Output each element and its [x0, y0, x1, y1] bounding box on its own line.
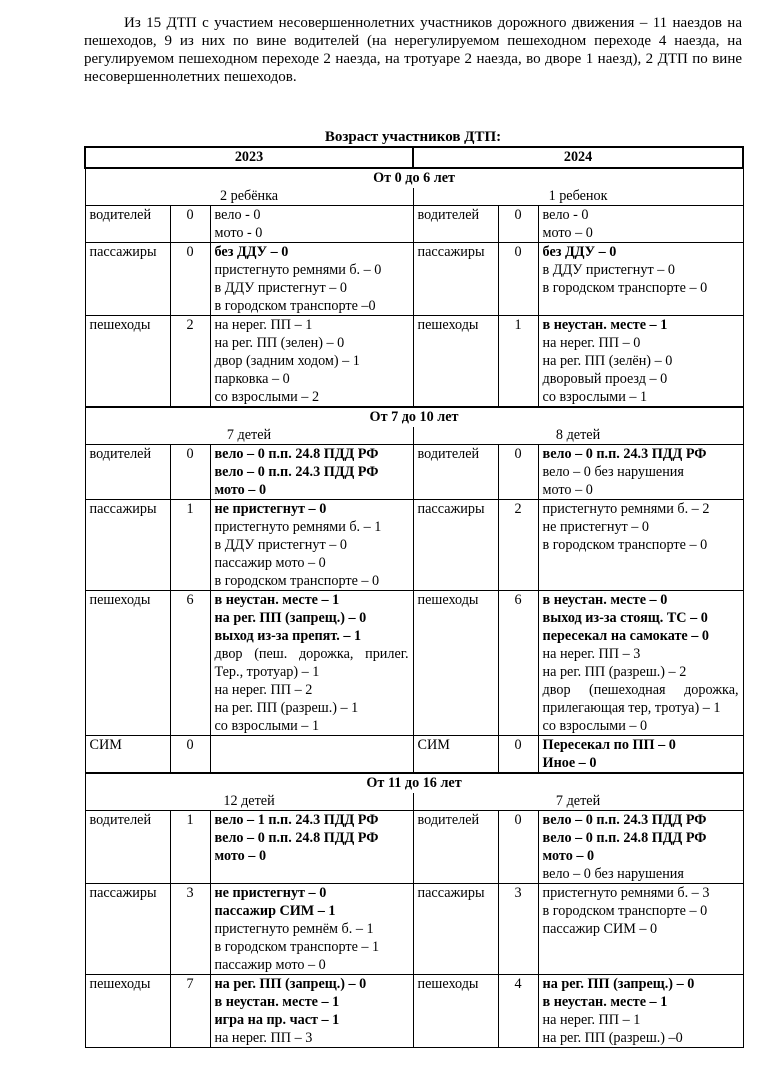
detail-line: со взрослыми – 1	[214, 718, 320, 734]
detail-line: со взрослыми – 2	[214, 389, 320, 405]
detail-line: прилегающая тер, тротуа) – 1	[542, 700, 721, 716]
detail-line: вело – 0 п.п. 24.8 ПДД РФ	[214, 830, 379, 846]
category-details	[210, 736, 413, 774]
year-header-row	[85, 147, 743, 168]
category-row	[85, 884, 743, 975]
category-role: пешеходы	[413, 591, 498, 736]
category-role: водителей	[85, 811, 170, 884]
detail-line: мото – 0	[214, 482, 267, 498]
detail-line: вело - 0	[542, 207, 589, 223]
detail-line: двор (задним ходом) – 1	[214, 353, 360, 369]
children-count-2023: 12 детей	[85, 793, 413, 811]
category-row	[85, 736, 743, 774]
detail-line: в неустан. месте – 1	[214, 994, 340, 1010]
category-count: 0	[170, 243, 210, 316]
age-group-row	[85, 407, 743, 427]
category-row	[85, 316, 743, 408]
category-role: пассажиры	[413, 243, 498, 316]
category-role: пешеходы	[413, 316, 498, 408]
children-count-2023: 7 детей	[85, 427, 413, 445]
age-group-title: От 11 до 16 лет	[85, 773, 743, 793]
detail-line: не пристегнут – 0	[542, 519, 650, 535]
detail-line: в неустан. месте – 1	[542, 994, 668, 1010]
category-role: водителей	[413, 445, 498, 500]
detail-line: в ДДУ пристегнут – 0	[214, 537, 347, 553]
detail-line: двор (пешеходная дорожка,	[542, 682, 739, 698]
category-details	[210, 316, 413, 408]
category-role: пешеходы	[85, 975, 170, 1048]
detail-line: пристегнуто ремнём б. – 1	[214, 921, 374, 937]
detail-line: вело – 1 п.п. 24.3 ПДД РФ	[214, 812, 379, 828]
detail-line: пассажир СИМ – 0	[542, 921, 658, 937]
detail-line: мото – 0	[542, 225, 593, 241]
detail-line: мото – 0	[542, 482, 593, 498]
category-details	[538, 243, 743, 316]
detail-line: на нерег. ПП – 1	[542, 1012, 641, 1028]
detail-line: в ДДУ пристегнут – 0	[542, 262, 675, 278]
category-count: 0	[170, 736, 210, 774]
category-count: 3	[170, 884, 210, 975]
category-details	[210, 591, 413, 736]
category-role: СИМ	[413, 736, 498, 774]
category-count: 0	[170, 445, 210, 500]
age-group-title: От 7 до 10 лет	[85, 407, 743, 427]
detail-line: в неустан. месте – 1	[214, 592, 340, 608]
detail-line: в неустан. месте – 0	[542, 592, 668, 608]
category-count: 2	[498, 500, 538, 591]
detail-line: со взрослыми – 1	[542, 389, 648, 405]
detail-line: пристегнуто ремнями б. – 2	[542, 501, 710, 517]
detail-line: в неустан. месте – 1	[542, 317, 668, 333]
detail-line: в городском транспорте – 0	[542, 537, 708, 553]
category-role: пешеходы	[85, 591, 170, 736]
detail-line: вело – 0 п.п. 24.8 ПДД РФ	[214, 446, 379, 462]
detail-line: в городском транспорте – 0	[542, 903, 708, 919]
age-group-row	[85, 168, 743, 188]
age-group-title: От 0 до 6 лет	[85, 168, 743, 188]
detail-line: пассажир мото – 0	[214, 957, 326, 973]
category-row	[85, 206, 743, 243]
detail-line: вело – 0 п.п. 24.3 ПДД РФ	[542, 812, 707, 828]
detail-line: на рег. ПП (разреш.) –0	[542, 1030, 683, 1046]
category-details	[538, 975, 743, 1048]
detail-line: без ДДУ – 0	[214, 244, 289, 260]
children-count-2024: 1 ребенок	[413, 188, 743, 206]
children-count-row	[85, 188, 743, 206]
detail-line: на нерег. ПП – 3	[542, 646, 641, 662]
category-details	[538, 884, 743, 975]
year-2024-header: 2024	[413, 147, 743, 168]
detail-line: Пересекал по ПП – 0	[542, 737, 676, 753]
detail-line: пассажир СИМ – 1	[214, 903, 336, 919]
detail-line: вело – 0 без нарушения	[542, 866, 684, 882]
category-details	[210, 884, 413, 975]
detail-line: на нерег. ПП – 1	[214, 317, 313, 333]
detail-line: в городском транспорте –0	[214, 298, 376, 314]
category-count: 1	[170, 500, 210, 591]
category-details	[538, 206, 743, 243]
category-count: 1	[498, 316, 538, 408]
category-row	[85, 975, 743, 1048]
category-count: 0	[498, 811, 538, 884]
children-count-2023: 2 ребёнка	[85, 188, 413, 206]
detail-line: в городском транспорте – 0	[542, 280, 708, 296]
category-row	[85, 243, 743, 316]
category-count: 0	[498, 243, 538, 316]
category-count: 0	[498, 206, 538, 243]
category-role: СИМ	[85, 736, 170, 774]
detail-line: пристегнуто ремнями б. – 0	[214, 262, 382, 278]
detail-line: парковка – 0	[214, 371, 290, 387]
detail-line: пристегнуто ремнями б. – 1	[214, 519, 382, 535]
detail-line: выход из-за стоящ. ТС – 0	[542, 610, 708, 626]
detail-line: не пристегнут – 0	[214, 885, 327, 901]
category-role: пассажиры	[85, 884, 170, 975]
category-count: 3	[498, 884, 538, 975]
detail-line: вело – 0 п.п. 24.8 ПДД РФ	[542, 830, 707, 846]
category-details	[538, 500, 743, 591]
detail-line: двор (пеш. дорожка, прилег.	[214, 646, 409, 662]
detail-line: пересекал на самокате – 0	[542, 628, 709, 644]
age-table	[84, 146, 744, 1048]
category-role: пассажиры	[85, 500, 170, 591]
children-count-row	[85, 793, 743, 811]
category-role: водителей	[413, 206, 498, 243]
detail-line: вело – 0 без нарушения	[542, 464, 684, 480]
detail-line: на рег. ПП (запрещ.) – 0	[214, 976, 367, 992]
category-count: 6	[498, 591, 538, 736]
age-group-row	[85, 773, 743, 793]
detail-line: пристегнуто ремнями б. – 3	[542, 885, 710, 901]
category-row	[85, 445, 743, 500]
detail-line: со взрослыми – 0	[542, 718, 648, 734]
category-row	[85, 500, 743, 591]
detail-line: выход из-за препят. – 1	[214, 628, 362, 644]
detail-line: вело - 0	[214, 207, 261, 223]
category-details	[538, 736, 743, 774]
category-count: 6	[170, 591, 210, 736]
category-role: пассажиры	[413, 500, 498, 591]
detail-line: на нерег. ПП – 0	[542, 335, 641, 351]
detail-line: на рег. ПП (запрещ.) – 0	[542, 976, 695, 992]
year-2023-header: 2023	[85, 147, 413, 168]
detail-line: на рег. ПП (запрещ.) – 0	[214, 610, 367, 626]
category-count: 7	[170, 975, 210, 1048]
category-details	[210, 500, 413, 591]
category-count: 0	[170, 206, 210, 243]
category-role: водителей	[85, 206, 170, 243]
category-details	[538, 445, 743, 500]
children-count-2024: 7 детей	[413, 793, 743, 811]
detail-line: пассажир мото – 0	[214, 555, 326, 571]
detail-line: на нерег. ПП – 2	[214, 682, 313, 698]
detail-line: игра на пр. част – 1	[214, 1012, 340, 1028]
detail-line: на рег. ПП (зелен) – 0	[214, 335, 345, 351]
detail-line: мото – 0	[542, 848, 595, 864]
detail-line: Тер., тротуар) – 1	[214, 664, 320, 680]
table-caption: Возраст участников ДТП:	[324, 129, 502, 145]
detail-line: вело – 0 п.п. 24.3 ПДД РФ	[214, 464, 379, 480]
intro-paragraph: Из 15 ДТП с участием несовершеннолетних участников дорожного движения – 11 наездов на пешеходов, 9 из них по вине водителей (на нерегулируемом пешеходном переходе 4 наезда, на регулируемом пешеходном переходе 2 наезда, на тротуаре 2 наезда, во дворе 1 наезд), 2 ДТП по вине несовершеннолетних пешеходов.	[84, 15, 742, 85]
category-count: 1	[170, 811, 210, 884]
detail-line: дворовый проезд – 0	[542, 371, 668, 387]
detail-line: без ДДУ – 0	[542, 244, 617, 260]
category-count: 0	[498, 445, 538, 500]
category-row	[85, 591, 743, 736]
detail-line: Иное – 0	[542, 755, 597, 771]
category-count: 0	[498, 736, 538, 774]
category-role: пассажиры	[85, 243, 170, 316]
detail-line: вело – 0 п.п. 24.3 ПДД РФ	[542, 446, 707, 462]
detail-line: не пристегнут – 0	[214, 501, 327, 517]
category-details	[210, 811, 413, 884]
category-details	[210, 445, 413, 500]
children-count-2024: 8 детей	[413, 427, 743, 445]
category-role: пешеходы	[413, 975, 498, 1048]
detail-line: на нерег. ПП – 3	[214, 1030, 313, 1046]
category-role: водителей	[413, 811, 498, 884]
detail-line: в ДДУ пристегнут – 0	[214, 280, 347, 296]
detail-line: в городском транспорте – 1	[214, 939, 380, 955]
category-details	[538, 316, 743, 408]
detail-line: в городском транспорте – 0	[214, 573, 380, 589]
category-details	[210, 206, 413, 243]
detail-line: мото – 0	[214, 848, 267, 864]
detail-line: на рег. ПП (зелён) – 0	[542, 353, 673, 369]
category-details	[538, 811, 743, 884]
category-details	[538, 591, 743, 736]
category-row	[85, 811, 743, 884]
category-count: 2	[170, 316, 210, 408]
detail-line: на рег. ПП (разреш.) – 1	[214, 700, 359, 716]
category-role: пешеходы	[85, 316, 170, 408]
category-details	[210, 975, 413, 1048]
detail-line: мото - 0	[214, 225, 263, 241]
category-details	[210, 243, 413, 316]
category-role: пассажиры	[413, 884, 498, 975]
category-role: водителей	[85, 445, 170, 500]
category-count: 4	[498, 975, 538, 1048]
children-count-row	[85, 427, 743, 445]
detail-line: на рег. ПП (разреш.) – 2	[542, 664, 687, 680]
